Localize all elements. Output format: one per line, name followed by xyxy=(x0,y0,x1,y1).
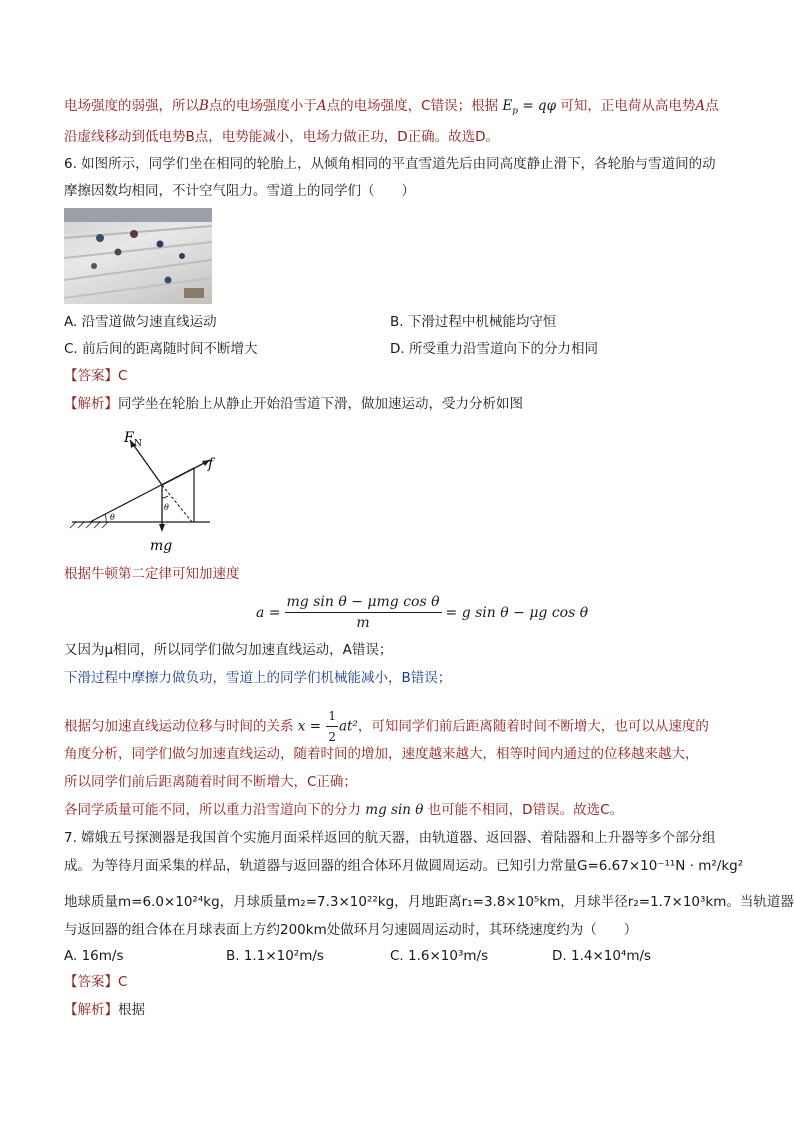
text: ，可知同学们前后距离随着时间不断增大，也可以从速度的 xyxy=(357,718,709,735)
label-fn-sub: N xyxy=(134,439,142,449)
label-fn: F xyxy=(124,430,134,446)
formula-at2: at² xyxy=(338,718,358,735)
text: 各同学质量可能不同，所以重力沿雪道向下的分力 xyxy=(64,802,361,818)
text: 根据匀加速直线运动位移与时间的关系 xyxy=(64,718,294,735)
text: 可知，正电荷从高电势 xyxy=(560,98,696,114)
q7-option-c: C. 1.6×10³m/s xyxy=(390,948,489,964)
energy-formula: $E_p = q\varphi$ xyxy=(502,98,557,117)
q6-newton-line: 根据牛顿第二定律可知加速度 xyxy=(64,566,240,582)
acceleration-formula xyxy=(256,594,588,631)
q6-line-f xyxy=(64,800,623,820)
q7-answer xyxy=(64,972,127,992)
q6-answer xyxy=(64,366,127,386)
text: A xyxy=(695,98,706,114)
snow-slope-illustration xyxy=(64,208,212,304)
force-diagram xyxy=(64,422,234,562)
label-mg: mg xyxy=(150,538,173,554)
q7-option-b: B. 1.1×10²m/s xyxy=(226,948,324,964)
snow-slope-photo xyxy=(64,208,212,304)
one-half: $\frac{1}{2}$ xyxy=(326,706,338,747)
text: 也可能不相同，D错误。故选C。 xyxy=(427,802,624,818)
text: A xyxy=(316,98,327,114)
q6-option-b: B. 下滑过程中机械能均守恒 xyxy=(390,314,557,330)
label-theta-ground: θ xyxy=(110,513,115,522)
formula-numerator: mg sin θ − μmg cos θ xyxy=(285,594,442,613)
text: 点的电场强度，C错误；根据 xyxy=(326,98,499,114)
text: 电场强度的弱强，所以 xyxy=(64,98,199,114)
q7-stem-line-2: 成。为等待月面采集的样品，轨道器与返回器的组合体环月做圆周运动。已知引力常量G=6.67×10⁻¹¹N · m²/kg² xyxy=(64,858,744,874)
formula-x: x = xyxy=(297,718,322,735)
answer-label: 【答案】 xyxy=(64,368,118,384)
q7-stem-line-4: 与返回器的组合体在月球表面上方约200km处做环月匀速圆周运动时，其环绕速度约为（ ） xyxy=(64,922,638,938)
q6-line-b: 下滑过程中摩擦力做负功，雪道上的同学们机械能减小，B错误； xyxy=(64,670,452,686)
q6-line-a: 又因为μ相同，所以同学们做匀加速直线运动，A错误； xyxy=(64,642,393,658)
answer-label: 【答案】 xyxy=(64,974,118,990)
text: 点 xyxy=(705,98,719,114)
q6-stem-line-2: 摩擦因数均相同，不计空气阻力。雪道上的同学们（ ） xyxy=(64,183,415,199)
prev-answer-line-1 xyxy=(64,96,719,122)
q6-option-a: A. 沿雪道做匀速直线运动 xyxy=(64,314,217,330)
formula-rhs: = g sin θ − μg cos θ xyxy=(445,604,589,621)
q6-line-e: 所以同学们前后距离随着时间不断增大，C正确； xyxy=(64,774,357,790)
answer-value: C xyxy=(118,974,128,990)
formula-denominator: m xyxy=(356,615,370,631)
q7-option-a: A. 16m/s xyxy=(64,948,124,964)
formula-fraction xyxy=(285,594,442,631)
text: B xyxy=(199,98,209,114)
q6-option-c: C. 前后间的距离随时间不断增大 xyxy=(64,341,258,357)
text: 同学坐在轮胎上从静止开始沿雪道下滑，做加速运动，受力分析如图 xyxy=(118,396,523,412)
q6-stem-line-1: 6. 如图所示，同学们坐在相同的轮胎上，从倾角相同的平直雪道先后由同高度静止滑下，各轮胎与雪道间的动 xyxy=(64,156,716,172)
q7-stem-line-1: 7. 嫦娥五号探测器是我国首个实施月面采样返回的航天器，由轨道器、返回器、着陆器和上升器等多个部分组 xyxy=(64,830,716,846)
analysis-label: 【解析】 xyxy=(64,396,118,412)
label-f: f xyxy=(208,456,214,472)
q6-analysis-intro xyxy=(64,394,523,414)
q7-analysis xyxy=(64,1000,145,1020)
text: 点的电场强度小于 xyxy=(208,98,317,114)
label-theta-vertical: θ xyxy=(164,503,169,512)
q6-line-c xyxy=(64,706,709,747)
q6-line-d: 角度分析，同学们做匀加速直线运动，随着时间的增加，速度越来越大，相等时间内通过的位移越来越大， xyxy=(64,746,699,762)
formula-component: mg sin θ xyxy=(365,802,424,818)
q7-stem-line-3: 地球质量m=6.0×10²⁴kg，月球质量m₂=7.3×10²²kg，月地距离r₁=3.8×10⁵km，月球半径r₂=1.7×10³km。当轨道器 xyxy=(64,894,794,910)
formula-lhs: a = xyxy=(256,604,281,621)
text: 根据 xyxy=(118,1002,145,1018)
q6-option-d: D. 所受重力沿雪道向下的分力相同 xyxy=(390,341,598,357)
answer-value: C xyxy=(118,368,128,384)
analysis-label: 【解析】 xyxy=(64,1002,118,1018)
q7-option-d: D. 1.4×10⁴m/s xyxy=(552,948,652,964)
prev-answer-line-2: 沿虚线移动到低电势B点，电势能减小，电场力做正功，D正确。故选D。 xyxy=(64,129,500,145)
